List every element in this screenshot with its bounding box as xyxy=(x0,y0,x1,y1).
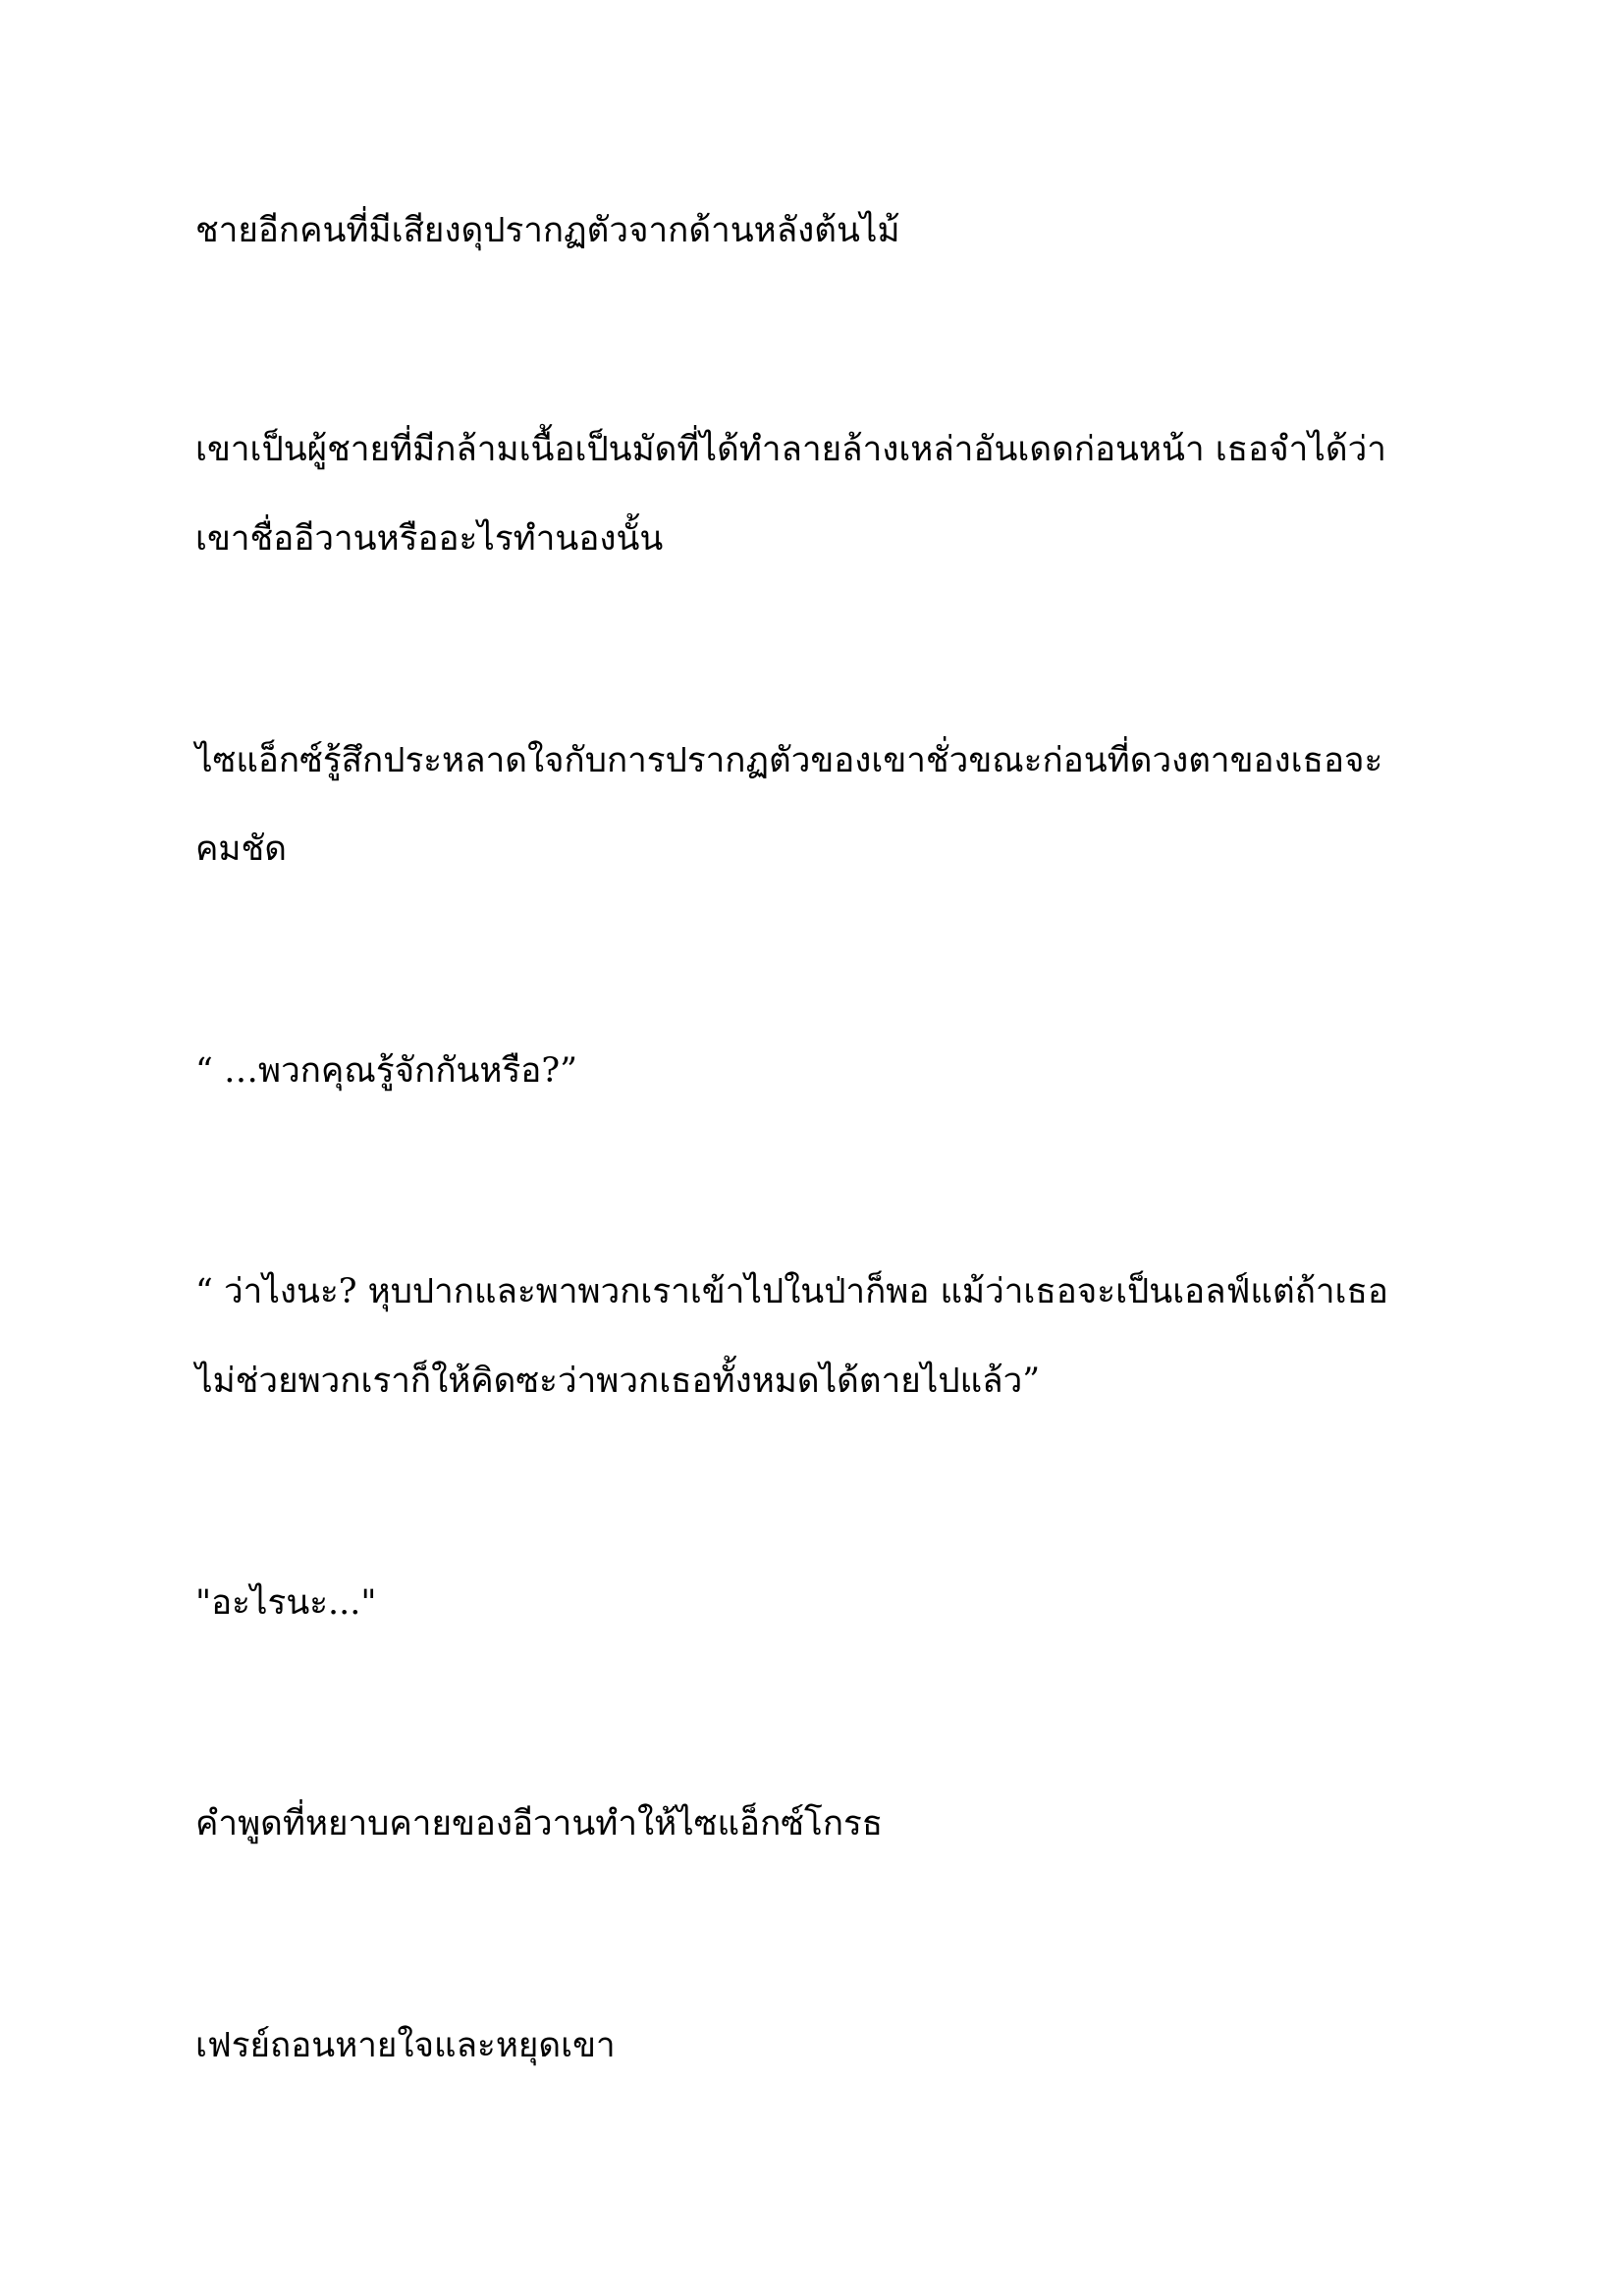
paragraph-5-line-1: “ ว่าไงนะ? หุบปากและพาพวกเราเข้าไปในป่าก็พอ แม้ว่าเธอจะเป็นเอลฟ์แต่ถ้าเธอ xyxy=(195,1272,1388,1311)
paragraph-1-line-1: ชายอีกคนที่มีเสียงดุปรากฏตัวจากด้านหลังต้นไม้ xyxy=(195,211,900,250)
paragraph-2-line-1: เขาเป็นผู้ชายที่มีกล้ามเนื้อเป็นมัดที่ได้ทำลายล้างเหล่าอันเดดก่อนหน้า เธอจำได้ว่า xyxy=(195,430,1386,469)
paragraph-8-line-1: เฟรย์ถอนหายใจและหยุดเขา xyxy=(195,2026,616,2065)
paragraph-3-line-2: คมชัด xyxy=(195,829,287,869)
paragraph-3-line-1: ไซแอ็กซ์รู้สึกประหลาดใจกับการปรากฏตัวของเขาชั่วขณะก่อนที่ดวงตาของเธอจะ xyxy=(195,741,1383,780)
paragraph-7-line-1: คำพูดที่หยาบคายของอีวานทำให้ไซแอ็กซ์โกรธ xyxy=(195,1804,884,1843)
paragraph-2-line-2: เขาชื่ออีวานหรืออะไรทำนองนั้น xyxy=(195,519,664,559)
paragraph-5-line-2: ไม่ช่วยพวกเราก็ให้คิดซะว่าพวกเธอทั้งหมดได้ตายไปแล้ว” xyxy=(195,1362,1041,1401)
paragraph-4-line-1: “ …พวกคุณรู้จักกันหรือ?” xyxy=(195,1051,577,1091)
paragraph-6-line-1: "อะไรนะ..." xyxy=(195,1583,377,1623)
